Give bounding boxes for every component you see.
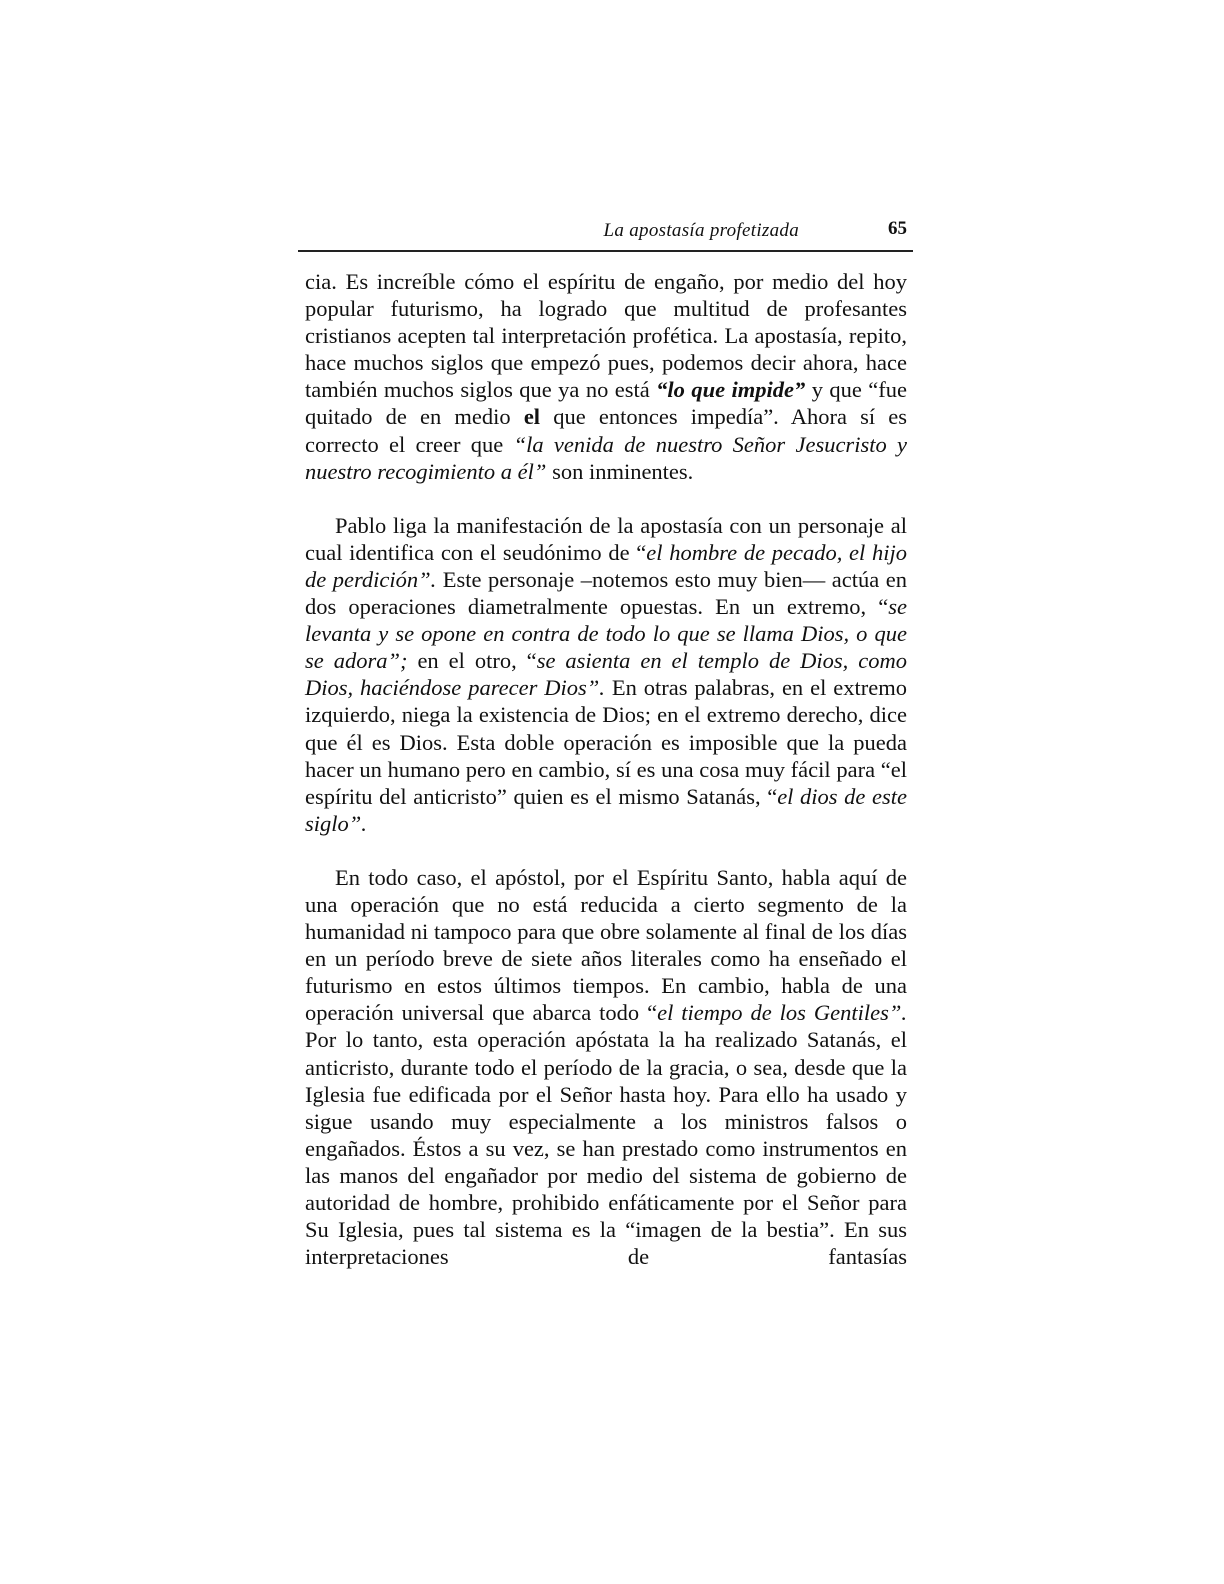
body-text	[305, 268, 907, 1270]
quote-italic: el hombre de pecado, el hijo de perdición”.	[305, 539, 907, 592]
running-header	[298, 214, 913, 252]
quote-italic: se asienta en el templo de Dios, como Dios, haciéndose parecer Dios”.	[305, 648, 907, 701]
page-number: 65	[888, 218, 907, 239]
text-run: son inminentes.	[546, 458, 694, 484]
text-run: En todo caso, el apóstol, por el Espíritu Santo, habla aquí de una operación que no está reducida a cierto segmento de la humanidad ni tampoco para que obre solamente al final de los días en un período breve de siete años literales como ha enseñado el futurismo en estos últimos tiempos. En cambio, habla de una operación universal que abarca todo “	[305, 864, 907, 1026]
quote-italic: el dios de este siglo”.	[305, 783, 907, 836]
quote-italic: el tiempo de los Gentiles”.	[657, 1000, 908, 1026]
text-run: cia. Es increíble cómo el espíritu de engaño, por medio del hoy popular futurismo, ha logrado que multitud de profesantes cristianos acepten tal interpretación profética. La apostasía, repito, hace muchos siglos que empezó pues, podemos decir ahora, hace también muchos siglos que ya no está	[305, 269, 907, 403]
paragraph-2	[305, 512, 907, 837]
running-title: La apostasía profetizada	[603, 220, 799, 241]
emphasis-bold: el	[523, 404, 541, 430]
text-run: en el otro, “	[407, 648, 537, 674]
text-run: Pablo liga la manifestación de la apostasía con un personaje al cual identifica con el seudónimo de “	[305, 512, 907, 565]
quote-italic: se levanta y se opone en contra de todo lo que se llama Dios, o que se adora”;	[305, 594, 907, 674]
paragraph-1	[305, 268, 907, 485]
paragraph-3	[305, 864, 907, 1270]
emphasis-bold-italic: “lo que impide”	[656, 377, 806, 403]
text-run: que entonces impedía”. Ahora sí es correcto el creer que	[305, 404, 908, 457]
text-run: y que “fue quitado de en medio	[305, 377, 907, 430]
quote-italic: “la venida de nuestro Señor Jesucristo y nuestro recogimiento a él”	[305, 431, 907, 484]
text-run: Este personaje –notemos esto muy bien— actúa en dos operaciones diametralmente opuestas. En un extremo, “	[305, 566, 908, 620]
text-run: En otras palabras, en el extremo izquierdo, niega la existencia de Dios; en el extremo derecho, dice que él es Dios. Esta doble operación es imposible que la pueda hacer un humano pero en cambio, sí es una cosa muy fácil para “el espíritu del anticristo” quien es el mismo Satanás, “	[305, 675, 907, 809]
text-run: Por lo tanto, esta operación apóstata la ha realizado Satanás, el anticristo, durante todo el período de la gracia, o sea, desde que la Iglesia fue edificada por el Señor hasta hoy. Para ello ha usado y sigue usando muy especialmente a los ministros falsos o engañados. Éstos a su vez, se han prestado como instrumentos en las manos del engañador por medio del sistema de gobierno de autoridad de hombre, prohibido enfáticamente por el Señor para Su Iglesia, pues tal sistema es la “imagen de la bestia”. En sus interpretaciones de fantasías	[305, 1027, 907, 1270]
